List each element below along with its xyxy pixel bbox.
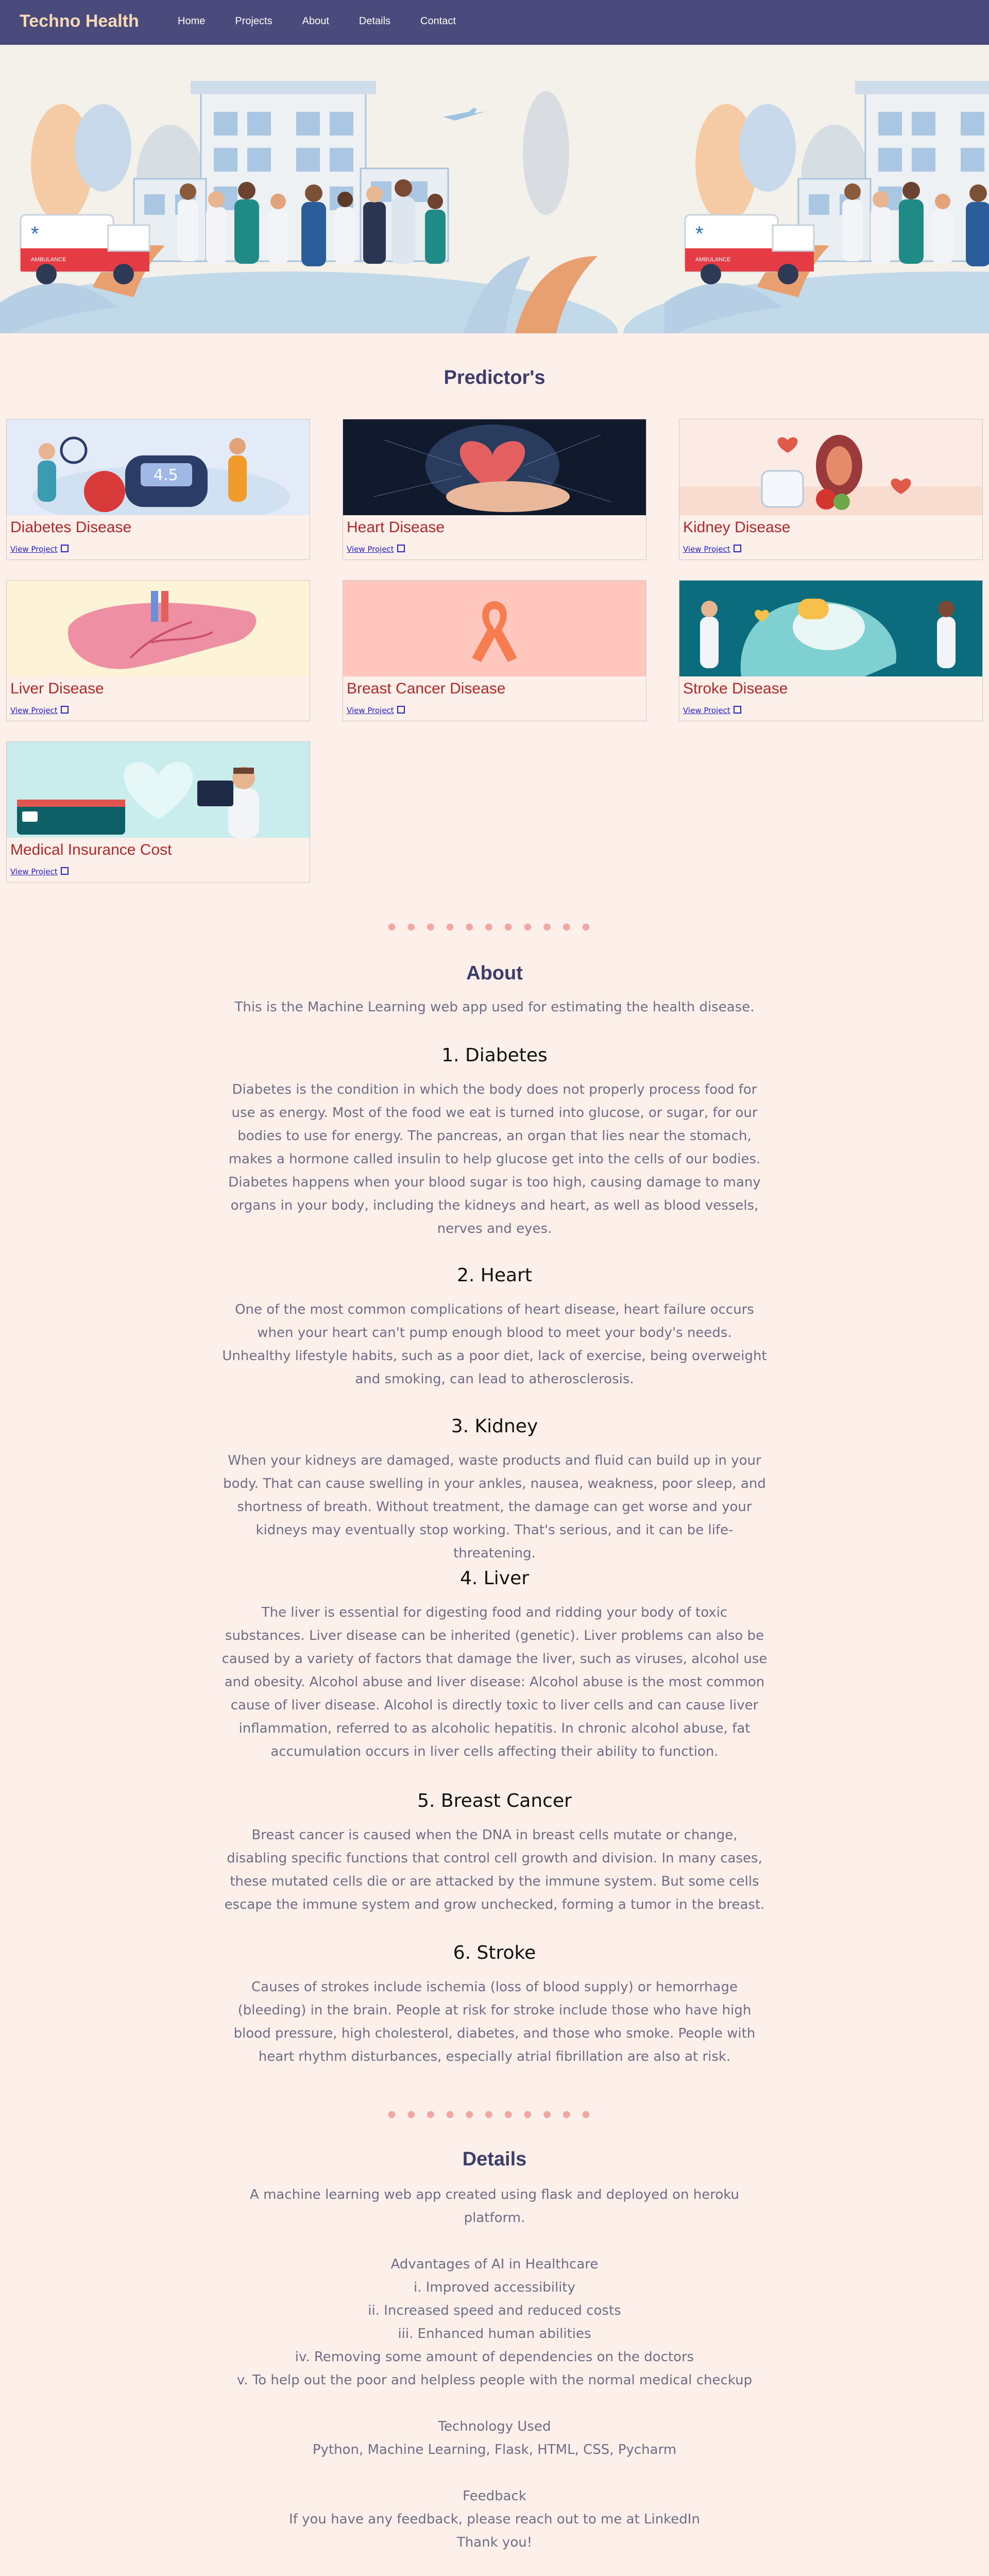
glucose-meter-illustration xyxy=(7,419,310,515)
about-intro: This is the Machine Learning web app used for estimating the health disease. xyxy=(234,999,755,1015)
about-heading-diabetes: 1. Diabetes xyxy=(441,1045,548,1066)
view-project-link[interactable]: View Project xyxy=(683,706,741,715)
advantage-item: v. To help out the poor and helpless people with the normal medical checkup xyxy=(236,2372,753,2388)
external-link-icon xyxy=(397,545,405,552)
about-heading-stroke: 6. Stroke xyxy=(453,1942,536,1963)
pink-ribbon-illustration xyxy=(343,581,646,676)
details-title: Details xyxy=(462,2148,527,2170)
project-card-insurance[interactable] xyxy=(6,741,310,883)
nav-link-details[interactable]: Details xyxy=(359,15,391,27)
external-link-icon xyxy=(734,545,741,552)
section-divider: ●●●●●●●●●●● xyxy=(387,2109,602,2120)
about-title: About xyxy=(466,962,523,984)
nav-link-about[interactable]: About xyxy=(302,15,329,27)
about-text-heart: One of the most common complications of heart disease, heart failure occurs when your heart can't pump enough blood to meet your body's needs. Unhealthy lifestyle habits, such as a poor diet, lack of exercise, being overweight and smoking, can lead to atherosclerosis. xyxy=(222,1302,767,1387)
navbar xyxy=(0,0,989,45)
view-project-link[interactable]: View Project xyxy=(347,545,405,554)
card-title: Kidney Disease xyxy=(683,519,791,536)
view-project-link[interactable]: View Project xyxy=(10,867,69,876)
section-divider: ●●●●●●●●●●● xyxy=(387,921,602,932)
project-card-liver[interactable] xyxy=(6,580,310,721)
about-text-stroke: Causes of strokes include ischemia (loss of blood supply) or hemorrhage (bleeding) in the brain. People at risk for stroke include those who have high blood pressure, high cholesterol, diabetes, and those who smoke. People with heart rhythm disturbances, especially atrial fibrillation are also at risk. xyxy=(233,1979,756,2064)
view-project-link[interactable]: View Project xyxy=(10,706,69,715)
heart-hand-illustration xyxy=(343,419,646,515)
technology-list: Python, Machine Learning, Flask, HTML, CSS, Pycharm xyxy=(312,2442,677,2458)
project-card-diabetes[interactable] xyxy=(6,419,310,560)
nav-link-home[interactable]: Home xyxy=(178,15,206,27)
card-title: Liver Disease xyxy=(10,680,104,697)
hospital-staff-illustration xyxy=(0,45,989,333)
advantage-item: i. Improved accessibility xyxy=(413,2280,576,2295)
external-link-icon xyxy=(61,867,69,875)
feedback-text: If you have any feedback, please reach out to me at LinkedIn xyxy=(289,2512,700,2527)
about-text-breast-cancer: Breast cancer is caused when the DNA in breast cells mutate or change, disabling specific functions that control cell growth and division. In many cases, these mutated cells die or are attacked by the immune system. But some cells escape the immune system and grow unchecked, forming a tumor in the breast. xyxy=(224,1827,765,1912)
view-project-link[interactable]: View Project xyxy=(347,706,405,715)
brand-logo[interactable]: Techno Health xyxy=(20,11,139,31)
advantage-item: iii. Enhanced human abilities xyxy=(398,2326,591,2342)
card-title: Medical Insurance Cost xyxy=(10,841,172,858)
thanks-text: Thank you! xyxy=(456,2535,533,2550)
card-title: Stroke Disease xyxy=(683,680,788,697)
external-link-icon xyxy=(61,545,69,552)
about-text-diabetes: Diabetes is the condition in which the body does not properly process food for use as energy. Most of the food we eat is turned into glucose, or sugar, for our bodies to use for energy. The pancreas, an organ that lies near the stomach, makes a hormone called insulin to help glucose get into the cells of our bodies. Diabetes happens when your blood sugar is too high, causing damage to many organs in your body, including the kidneys and heart, as well as blood vessels, nerves and eyes. xyxy=(228,1082,761,1236)
advantage-item: iv. Removing some amount of dependencies on the doctors xyxy=(295,2349,694,2365)
kidney-illustration xyxy=(679,419,982,515)
details-intro: A machine learning web app created using flask and deployed on heroku platform. xyxy=(250,2187,739,2226)
view-project-link[interactable]: View Project xyxy=(10,545,69,554)
project-card-heart[interactable] xyxy=(343,419,646,560)
external-link-icon xyxy=(61,706,69,714)
technology-title: Technology Used xyxy=(438,2419,551,2434)
nav-link-projects[interactable]: Projects xyxy=(235,15,272,27)
project-card-breast-cancer[interactable] xyxy=(343,580,646,721)
advantages-title: Advantages of AI in Healthcare xyxy=(390,2257,599,2272)
nav-link-contact[interactable]: Contact xyxy=(420,15,456,27)
card-title: Breast Cancer Disease xyxy=(347,680,506,697)
external-link-icon xyxy=(397,706,405,714)
about-text-liver: The liver is essential for digesting food and ridding your body of toxic substances. Liver disease can be inherited (genetic). Liver problems can also be caused by a variety of factors that damage the liver, such as viruses, alcohol use and obesity. Alcohol abuse and liver disease: Alcohol abuse is the most common cause of liver disease. Alcohol is directly toxic to liver cells and can cause liver inflammation, referred to as alcoholic hepatitis. In chronic alcohol abuse, fat accumulation occurs in liver cells affecting their ability to function. xyxy=(221,1605,768,1759)
about-heading-kidney: 3. Kidney xyxy=(451,1416,538,1437)
about-text-kidney: When your kidneys are damaged, waste products and fluid can build up in your body. That can cause swelling in your ankles, nausea, weakness, poor sleep, and shortness of breath. Without treatment, the damage can get worse and your kidneys may eventually stop working. That's serious, and it can be life-threatening. xyxy=(223,1453,766,1561)
advantage-item: ii. Increased speed and reduced costs xyxy=(368,2303,621,2318)
project-card-kidney[interactable] xyxy=(679,419,983,560)
view-project-link[interactable]: View Project xyxy=(683,545,741,554)
about-heading-breast-cancer: 5. Breast Cancer xyxy=(417,1790,572,1811)
brain-stroke-illustration xyxy=(679,581,982,676)
project-card-stroke[interactable] xyxy=(679,580,983,721)
about-heading-liver: 4. Liver xyxy=(459,1568,530,1589)
feedback-title: Feedback xyxy=(463,2488,526,2504)
insurance-illustration xyxy=(7,742,310,838)
hero-banner xyxy=(0,45,989,333)
external-link-icon xyxy=(734,706,741,714)
about-heading-heart: 2. Heart xyxy=(457,1265,532,1286)
meter-value: 4.5 xyxy=(154,466,178,484)
card-title: Heart Disease xyxy=(347,519,445,536)
nav-links xyxy=(178,15,486,27)
projects-title: Predictor's xyxy=(444,367,545,388)
liver-illustration xyxy=(7,581,310,676)
card-title: Diabetes Disease xyxy=(10,519,132,536)
